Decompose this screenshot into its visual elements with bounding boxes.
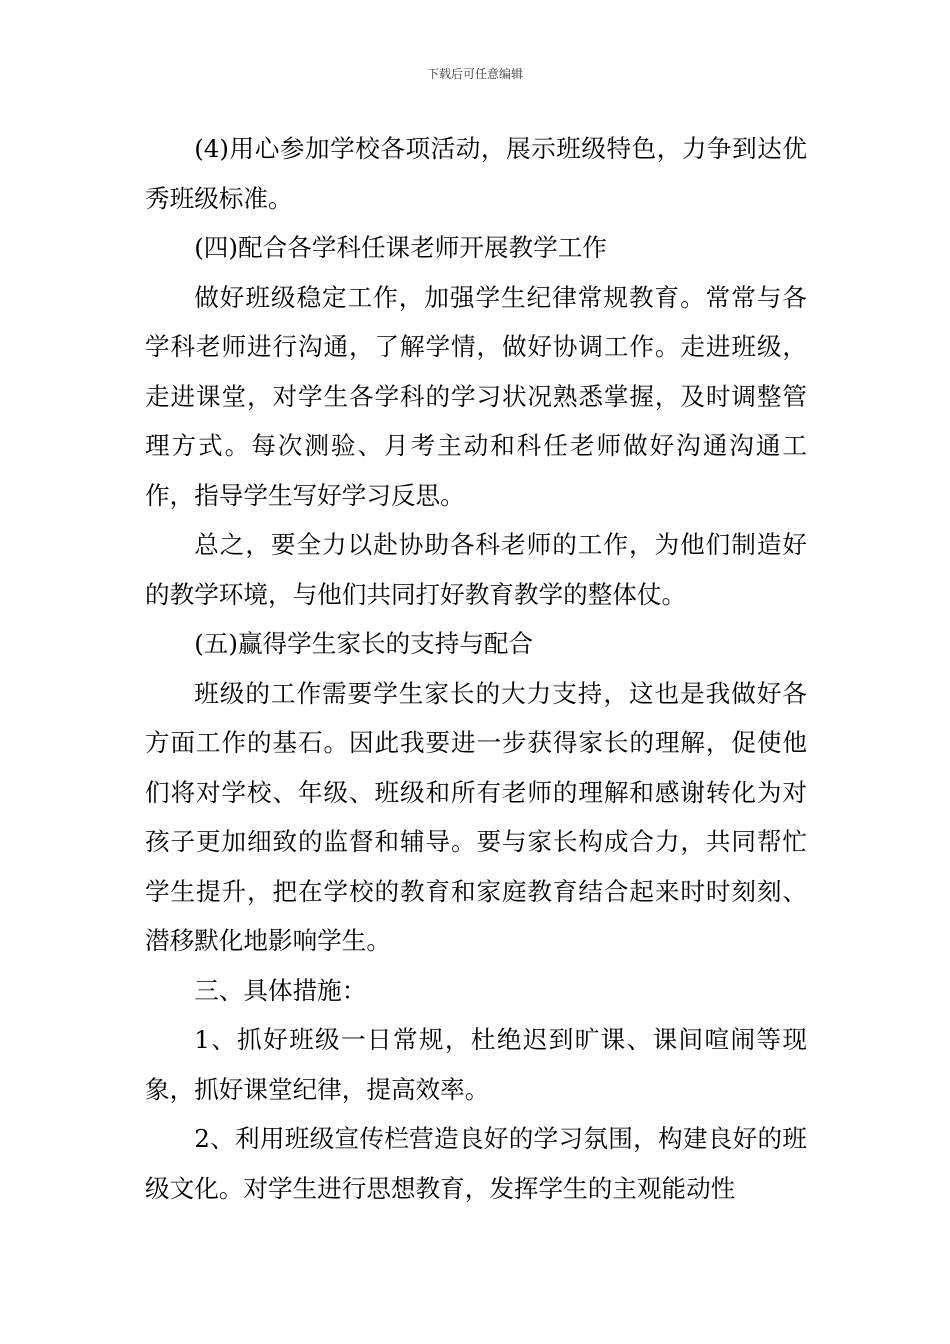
page-header: 下载后可任意编辑 [426, 67, 523, 81]
section-heading-parent-support: (五)赢得学生家长的支持与配合 [194, 629, 534, 658]
section-heading-measures: 三、具体措施： [194, 975, 367, 1005]
paragraph-summary: 总之，要全力以赴协助各科老师的工作，为他们制造好的教学环境，与他们共同打好教育教学的整体仗。 [145, 530, 807, 609]
paragraph-parent-support: 班级的工作需要学生家长的大力支持，这也是我做好各方面工作的基石。因此我要进一步获得家长的理解，促使他们将对学校、年级、班级和所有老师的理解和感谢转化为对孩子更加细致的监督和辅导。要与家长构成合力，共同帮忙学生提升，把在学校的教育和家庭教育结合起来时时刻刻、潜移默化地影响学生。 [145, 678, 807, 955]
paragraph-measure-1: 1、抓好班级一日常规，杜绝迟到旷课、课间喧闹等现象，抓好课堂纪律，提高效率。 [145, 1025, 807, 1104]
document-body [145, 124, 807, 1213]
paragraph-activities: (4)用心参加学校各项活动，展示班级特色，力争到达优秀班级标准。 [145, 134, 807, 213]
section-heading-teaching-cooperation: (四)配合各学科任课老师开展教学工作 [194, 233, 607, 262]
paragraph-class-stability: 做好班级稳定工作，加强学生纪律常规教育。常常与各学科老师进行沟通，了解学情，做好协调工作。走进班级，走进课堂，对学生各学科的学习状况熟悉掌握，及时调整管理方式。每次测验、月考主动和科任老师做好沟通沟通工作，指导学生写好学习反思。 [145, 282, 807, 510]
paragraph-measure-2: 2、利用班级宣传栏营造良好的学习氛围，构建良好的班级文化。对学生进行思想教育，发挥学生的主观能动性 [145, 1124, 807, 1203]
